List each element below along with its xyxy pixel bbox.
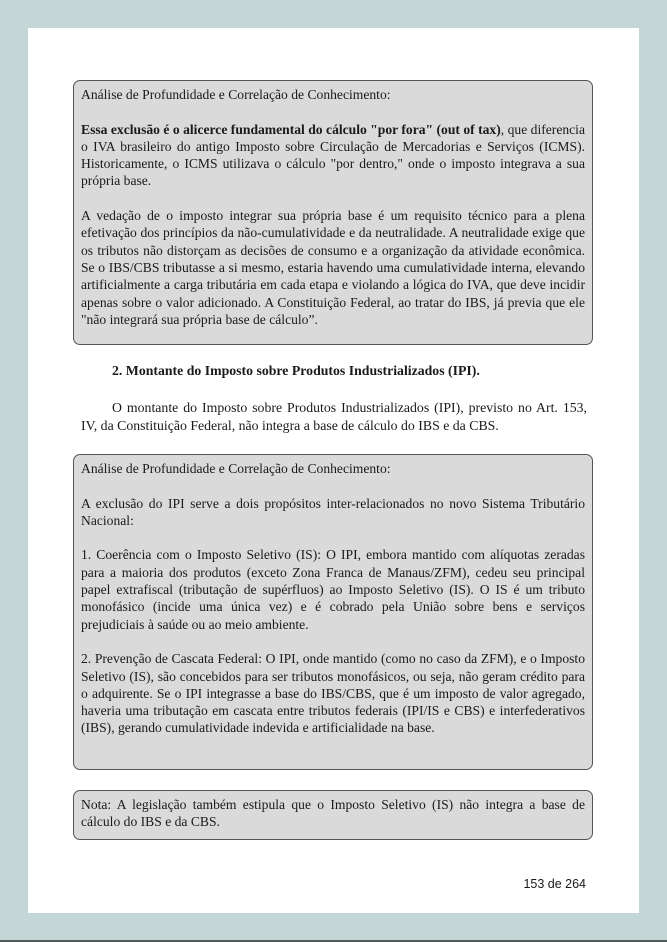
analysis-box-2-paragraph-3: 2. Prevenção de Cascata Federal: O IPI, onde mantido (como no caso da ZFM), e o Imposto Seletivo (IS), são concebidos para ser tributos monofásicos, ou seja, não geram crédito para o adquirente. Se o IPI integrasse a base do IBS/CBS, que é um imposto de valor agregado, haveria uma tributação em cascata entre tributos federais (IPI/IS e CBS) e interfederativos (IBS), gerando cumulatividade indevida e artificialidade na base. [81,651,585,736]
document-page [28,28,639,913]
section-heading: 2. Montante do Imposto sobre Produtos Industrializados (IPI). [112,363,480,378]
analysis-box-1-bold-lead: Essa exclusão é o alicerce fundamental do cálculo "por fora" (out of tax) [81,121,501,137]
analysis-box-2 [73,454,593,770]
note-box [73,790,593,840]
analysis-box-2-paragraph-1: A exclusão do IPI serve a dois propósitos inter-relacionados no novo Sistema Tributário Nacional: [81,495,585,528]
analysis-box-1-paragraph-1 [81,121,585,190]
analysis-box-1-paragraph-1-rest: , que diferencia o IVA brasileiro do antigo Imposto sobre Circulação de Mercadorias e Serviços (ICMS). Historicamente, o ICMS utilizava o cálculo "por dentro," onde o imposto integrava a sua própria base. [81,121,585,189]
analysis-box-1-title: Análise de Profundidade e Correlação de Conhecimento: [81,87,391,102]
analysis-box-1-paragraph-2: A vedação de o imposto integrar sua própria base é um requisito técnico para a plena efetivação dos princípios da não-cumulatividade e da neutralidade. A neutralidade exige que os tributos não distorçam as decisões de consumo e a organização da atividade econômica. Se o IBS/CBS tributasse a si mesmo, estaria havendo uma cumulatividade interna, elevando artificialmente a carga tributária em cada etapa e violando a lógica do IVA, que deve incidir apenas sobre o valor adicionado. A Constituição Federal, ao tratar do IBS, já previa que ele "não integrará sua própria base de cálculo”. [81,208,585,327]
note-text: Nota: A legislação também estipula que o Imposto Seletivo (IS) não integra a base de cálculo do IBS e da CBS. [81,797,585,830]
page-number: 153 de 264 [523,877,586,891]
analysis-box-2-paragraph-2: 1. Coerência com o Imposto Seletivo (IS): O IPI, embora mantido com alíquotas zeradas para a maioria dos produtos (exceto Zona Franca de Manaus/ZFM), cedeu seu principal papel extrafiscal (tributação de supérfluos) ao Imposto Seletivo (IS). O IS é um tributo monofásico (incide uma única vez) e é cobrado pela União sobre bens e serviços prejudiciais à saúde ou ao meio ambiente. [81,547,585,632]
analysis-box-2-title: Análise de Profundidade e Correlação de Conhecimento: [81,461,391,476]
analysis-box-1 [73,80,593,345]
body-paragraph: O montante do Imposto sobre Produtos Industrializados (IPI), previsto no Art. 153, IV, da Constituição Federal, não integra a base de cálculo do IBS e da CBS. [81,400,587,433]
